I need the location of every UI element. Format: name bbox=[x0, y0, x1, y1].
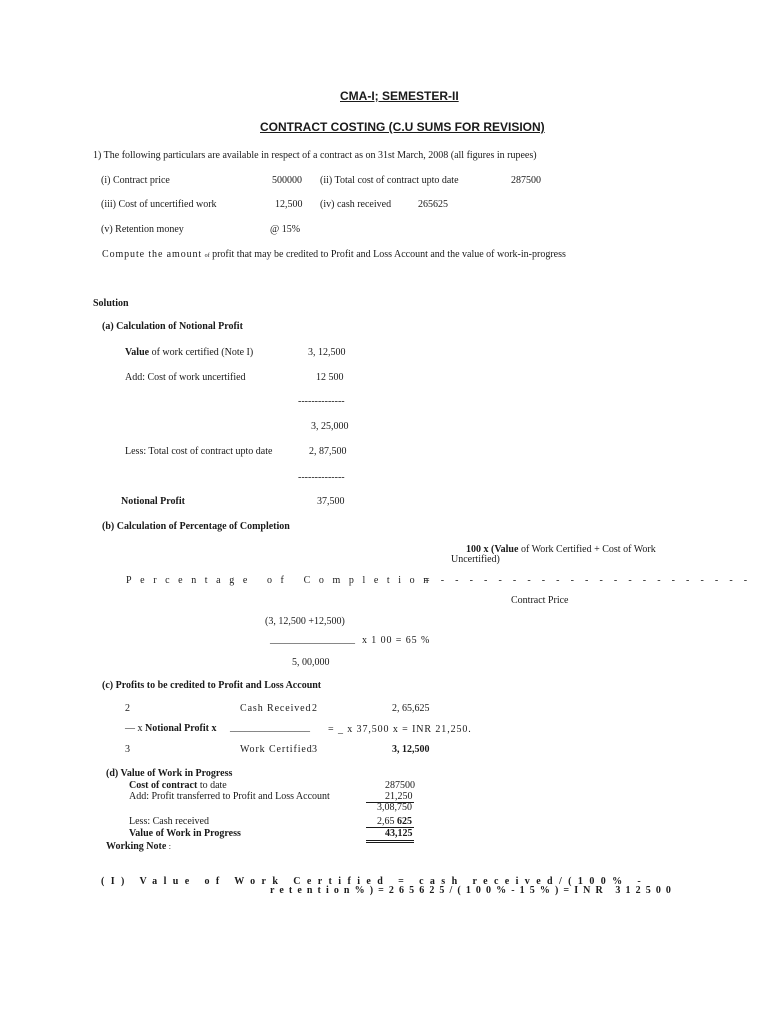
a-row2-label: Add: Cost of work uncertified bbox=[125, 372, 246, 383]
solution-heading: Solution bbox=[93, 298, 129, 309]
b-numerator-line2: Uncertified) bbox=[451, 554, 500, 565]
c-cash-received: Cash Received bbox=[240, 703, 312, 714]
d-add-value: 21,250 bbox=[385, 791, 413, 802]
particular-value-2: 287500 bbox=[511, 175, 541, 186]
particular-value-3: 12,500 bbox=[275, 199, 303, 210]
page-title: CONTRACT COSTING (C.U SUMS FOR REVISION) bbox=[260, 120, 545, 134]
b-calc-line: _________________ bbox=[270, 634, 355, 645]
working-note-label: Working Note bbox=[106, 841, 167, 852]
a-row1-value: 3, 12,500 bbox=[308, 347, 346, 358]
d-double-underline-a bbox=[366, 840, 414, 841]
question-intro: 1) The following particulars are available in respect of a contract as on 31st March, 2008 (all figures in rupees) bbox=[93, 150, 537, 161]
b-calc-tail: x 1 00 = 65 % bbox=[362, 635, 431, 646]
particular-label-3: (iii) Cost of uncertified work bbox=[101, 199, 217, 210]
d-add-label: Add: Profit transferred to Profit and Loss Account bbox=[129, 791, 330, 802]
c-mid-line: ________________ bbox=[230, 722, 310, 733]
compute-text-of: of bbox=[204, 253, 210, 259]
b-calc-denominator: 5, 00,000 bbox=[292, 657, 330, 668]
section-c-heading: (c) Profits to be credited to Profit and Loss Account bbox=[102, 680, 322, 691]
c-cash-value: 2, 65,625 bbox=[392, 703, 430, 714]
a-row-value-certified bbox=[125, 347, 253, 358]
compute-text-a: Compute the amount bbox=[102, 249, 203, 260]
c-top-2a: 2 bbox=[125, 703, 130, 714]
b-equals-dashes: = - - - - - - - - - - - - - - - - - - - - - - bbox=[424, 575, 752, 586]
d-cost-bold: Cost of contract bbox=[129, 780, 198, 791]
a-divider-2: -------------- bbox=[298, 472, 345, 483]
d-less-value-b: 625 bbox=[397, 816, 412, 827]
c-top-2b: 2 bbox=[312, 703, 317, 714]
working-note-line2: retention%)=265625/(100%-15%)=INR 312500 bbox=[270, 885, 677, 896]
particular-value-1: 500000 bbox=[272, 175, 302, 186]
c-mid-prefix bbox=[125, 723, 216, 734]
section-a-heading: (a) Calculation of Notional Profit bbox=[102, 321, 243, 332]
c-bot-3b: 3 bbox=[312, 744, 317, 755]
compute-text-b: profit that may be credited to Profit and Loss Account and the value of work-in-progress bbox=[212, 249, 566, 260]
section-d-heading: (d) Value of Work in Progress bbox=[106, 768, 233, 779]
d-cost-label bbox=[129, 780, 227, 791]
a-row1-bold: Value bbox=[125, 347, 150, 358]
a-divider-1: -------------- bbox=[298, 396, 345, 407]
particular-value-5: @ 15% bbox=[270, 224, 301, 235]
c-mid-equation: = _ x 37,500 x = INR 21,250. bbox=[328, 724, 472, 735]
b-denominator: Contract Price bbox=[511, 595, 569, 606]
a-subtotal: 3, 25,000 bbox=[311, 421, 349, 432]
c-mid-bold: Notional Profit x bbox=[145, 723, 217, 734]
working-note-heading bbox=[106, 841, 171, 852]
d-cost-rest: to date bbox=[197, 780, 227, 791]
working-note-colon: : bbox=[168, 842, 172, 851]
particular-label-1: (i) Contract price bbox=[101, 175, 170, 186]
working-note-line1: (I) Value of Work Certified = cash received/(100% - bbox=[101, 876, 648, 887]
particular-label-5: (v) Retention money bbox=[101, 224, 184, 235]
a-result-label: Notional Profit bbox=[121, 496, 185, 507]
a-row2-value: 12 500 bbox=[316, 372, 344, 383]
particular-label-2: (ii) Total cost of contract upto date bbox=[320, 175, 459, 186]
a-result-value: 37,500 bbox=[317, 496, 345, 507]
question-compute bbox=[102, 249, 566, 260]
particular-label-4: (iv) cash received bbox=[320, 199, 392, 210]
d-double-underline-b bbox=[366, 842, 414, 843]
c-bot-3a: 3 bbox=[125, 744, 130, 755]
d-less-label: Less: Cash received bbox=[129, 816, 209, 827]
section-b-heading: (b) Calculation of Percentage of Completion bbox=[102, 521, 290, 532]
c-work-certified: Work Certified bbox=[240, 744, 313, 755]
d-result-label: Value of Work in Progress bbox=[129, 828, 241, 839]
d-less-value bbox=[377, 816, 412, 827]
a-row3-label: Less: Total cost of contract upto date bbox=[125, 446, 273, 457]
a-row1-rest: of work certified (Note I) bbox=[149, 347, 254, 358]
b-num-bold2: Value bbox=[494, 544, 519, 555]
d-less-value-a: 2,65 bbox=[377, 816, 397, 827]
a-row3-value: 2, 87,500 bbox=[309, 446, 347, 457]
c-work-certified-value: 3, 12,500 bbox=[392, 744, 430, 755]
page-subtitle: CMA-I; SEMESTER-II bbox=[340, 89, 459, 103]
b-num-bold1: 100 x ( bbox=[466, 544, 495, 555]
b-lhs: Percentage of Completion bbox=[126, 575, 437, 586]
d-cost-value: 287500 bbox=[385, 780, 415, 791]
b-calc-numerator: (3, 12,500 +12,500) bbox=[265, 616, 345, 627]
d-subtotal: 3,08,750 bbox=[377, 802, 412, 813]
b-num-rest: of Work Certified + Cost of Work bbox=[518, 544, 656, 555]
c-mid-dash: — x bbox=[125, 723, 145, 734]
particular-value-4: 265625 bbox=[418, 199, 448, 210]
d-result-value: 43,125 bbox=[385, 828, 413, 839]
